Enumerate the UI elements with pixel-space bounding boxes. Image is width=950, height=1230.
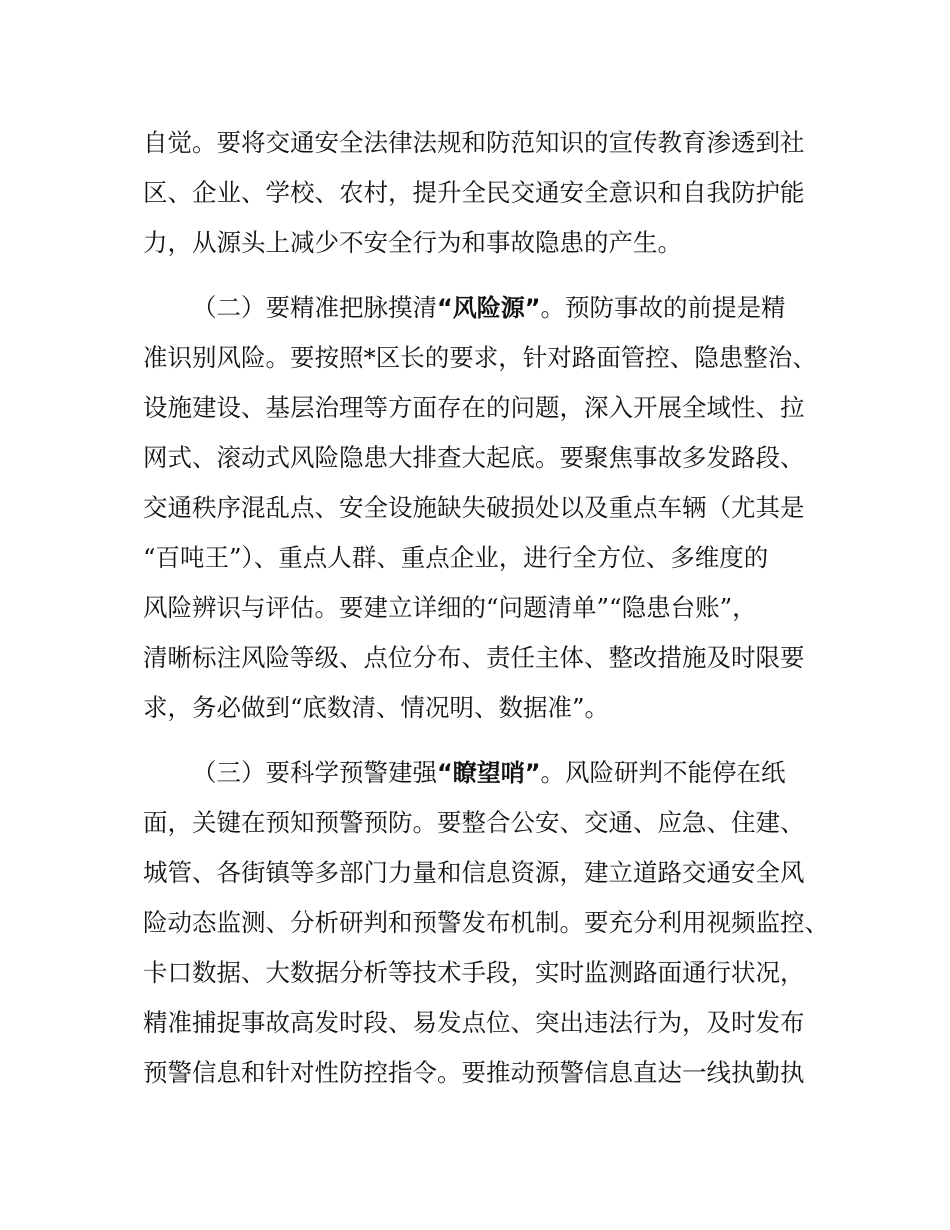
paragraph-2-line-7: 风险辨识与评估。要建立详细的“问题清单”“隐患台账”， [143, 593, 757, 622]
paragraph-2-line-9: 求，务必做到“底数清、情况明、数据准”。 [143, 693, 610, 722]
paragraph-3-line-6: 精准捕捉事故高发时段、易发点位、突出违法行为，及时发布 [143, 1008, 805, 1037]
paragraph-1-line-1: 自觉。要将交通安全法律法规和防范知识的宣传教育渗透到社 [143, 128, 805, 157]
paragraph-3-line-4: 险动态监测、分析研判和预警发布机制。要充分利用视频监控、 [143, 908, 829, 937]
paragraph-2-line-6: “百吨王”）、重点人群、重点企业，进行全方位、多维度的 [143, 543, 769, 572]
paragraph-3-heading-suffix: 。风险研判不能停在纸 [540, 758, 786, 787]
paragraph-3-line-2: 面，关键在预知预警预防。要整合公安、交通、应急、住建、 [143, 808, 805, 837]
paragraph-3-line-1 [192, 755, 786, 791]
paragraph-2-line-5: 交通秩序混乱点、安全设施缺失破损处以及重点车辆（尤其是 [143, 493, 805, 522]
paragraph-3-heading-prefix: （三）要科学预警建强 [192, 758, 437, 787]
paragraph-2-line-8: 清晰标注风险等级、点位分布、责任主体、整改措施及时限要 [143, 643, 805, 672]
paragraph-2-heading-keyword: “风险源” [437, 294, 541, 322]
paragraph-3-heading-keyword: “瞭望哨” [437, 759, 541, 787]
paragraph-3-line-7: 预警信息和针对性防控指令。要推动预警信息直达一线执勤执 [143, 1058, 805, 1087]
paragraph-2-line-3: 设施建设、基层治理等方面存在的问题，深入开展全域性、拉 [143, 393, 805, 422]
paragraph-3-line-5: 卡口数据、大数据分析等技术手段，实时监测路面通行状况， [143, 958, 805, 987]
paragraph-3-line-3: 城管、各街镇等多部门力量和信息资源，建立道路交通安全风 [143, 858, 805, 887]
paragraph-2-line-2: 准识别风险。要按照*区长的要求，针对路面管控、隐患整治、 [143, 343, 817, 372]
paragraph-2-heading-prefix: （二）要精准把脉摸清 [192, 293, 437, 322]
paragraph-2-heading-suffix: 。预防事故的前提是精 [540, 293, 786, 322]
paragraph-1-line-2: 区、企业、学校、农村，提升全民交通安全意识和自我防护能 [143, 178, 805, 207]
paragraph-1-line-3: 力，从源头上减少不安全行为和事故隐患的产生。 [143, 228, 682, 257]
paragraph-2-line-1 [192, 290, 786, 326]
paragraph-2-line-4: 网式、滚动式风险隐患大排查大起底。要聚焦事故多发路段、 [143, 443, 805, 472]
